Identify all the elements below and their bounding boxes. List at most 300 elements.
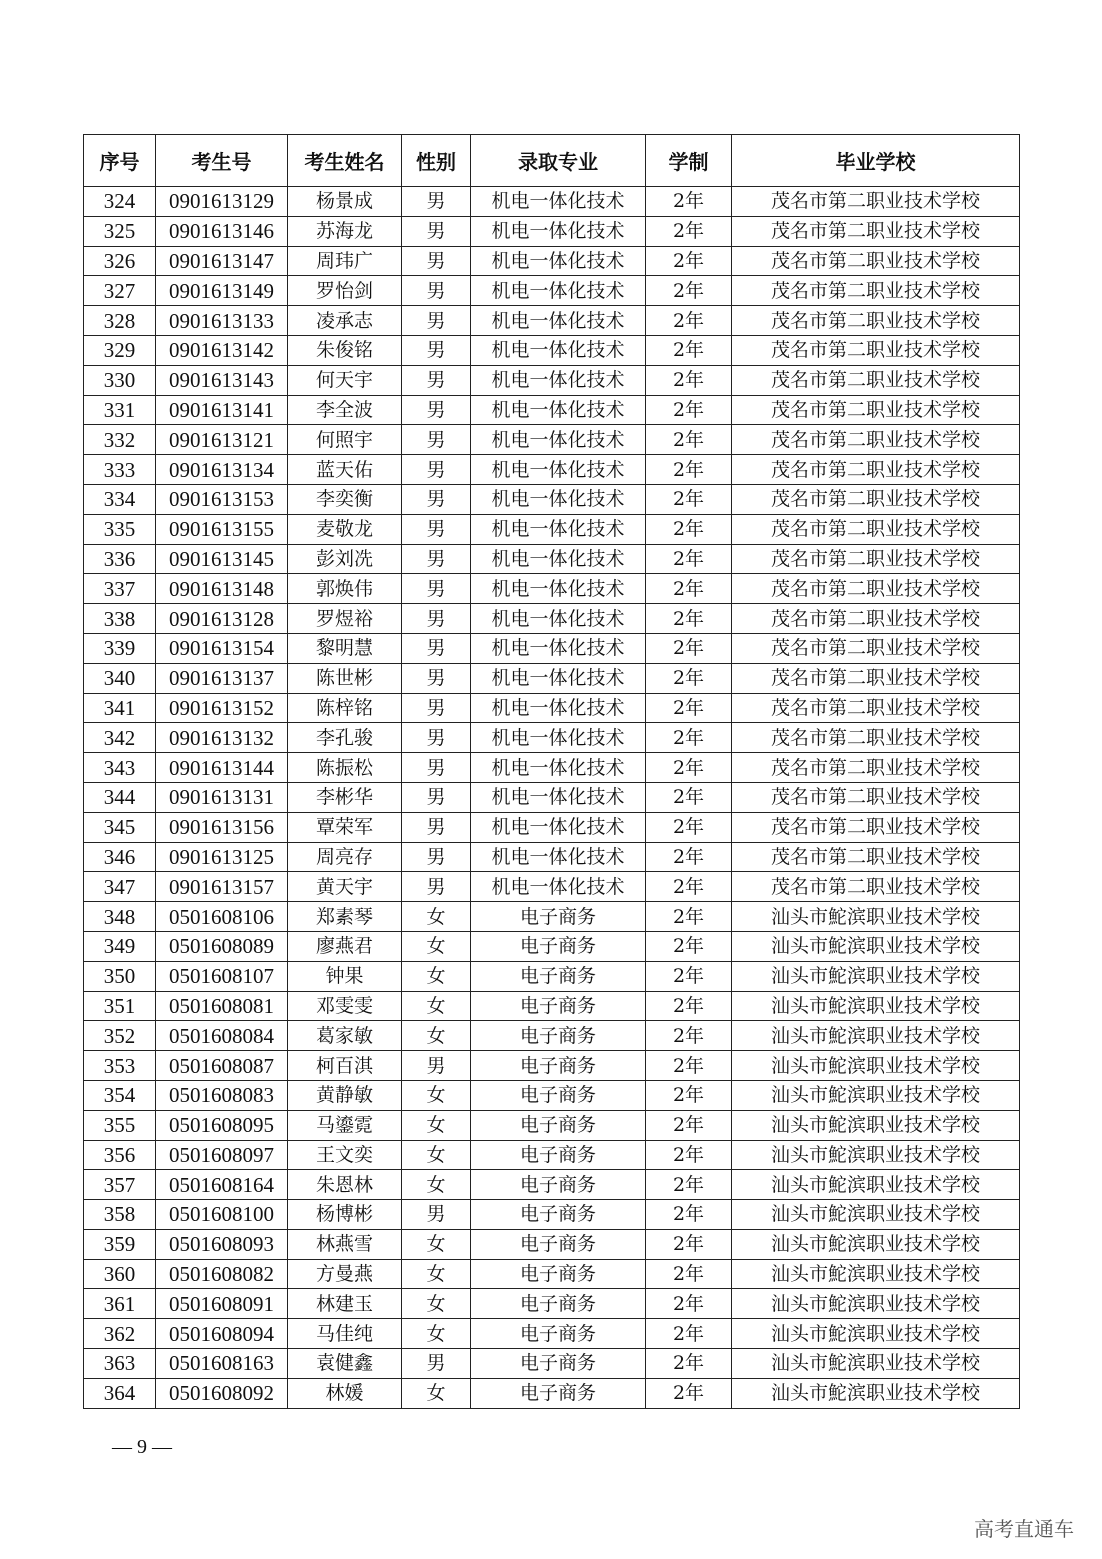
cell-exam-id: 0501608083 xyxy=(156,1080,288,1110)
cell-name: 覃荣军 xyxy=(288,812,402,842)
cell-gender: 男 xyxy=(402,872,471,902)
cell-school: 汕头市鮀滨职业技术学校 xyxy=(732,1319,1020,1349)
cell-name: 袁健鑫 xyxy=(288,1349,402,1379)
cell-name: 马鎏霓 xyxy=(288,1110,402,1140)
cell-seq: 328 xyxy=(84,306,156,336)
cell-seq: 346 xyxy=(84,842,156,872)
table-row xyxy=(84,1289,1020,1319)
cell-school: 茂名市第二职业技术学校 xyxy=(732,812,1020,842)
table-row xyxy=(84,931,1020,961)
table-row xyxy=(84,693,1020,723)
cell-major: 电子商务 xyxy=(471,1021,646,1051)
cell-exam-id: 0901613153 xyxy=(156,484,288,514)
cell-seq: 359 xyxy=(84,1229,156,1259)
cell-major: 机电一体化技术 xyxy=(471,216,646,246)
cell-seq: 325 xyxy=(84,216,156,246)
table-row xyxy=(84,812,1020,842)
cell-duration: 2年 xyxy=(646,753,732,783)
cell-duration: 2年 xyxy=(646,782,732,812)
cell-seq: 348 xyxy=(84,902,156,932)
cell-duration: 2年 xyxy=(646,1319,732,1349)
cell-seq: 331 xyxy=(84,395,156,425)
cell-exam-id: 0901613149 xyxy=(156,276,288,306)
cell-school: 茂名市第二职业技术学校 xyxy=(732,753,1020,783)
cell-name: 杨景成 xyxy=(288,187,402,217)
cell-school: 汕头市鮀滨职业技术学校 xyxy=(732,1349,1020,1379)
cell-name: 柯百淇 xyxy=(288,1051,402,1081)
table-row xyxy=(84,276,1020,306)
cell-gender: 男 xyxy=(402,812,471,842)
cell-school: 汕头市鮀滨职业技术学校 xyxy=(732,961,1020,991)
cell-school: 汕头市鮀滨职业技术学校 xyxy=(732,991,1020,1021)
cell-school: 茂名市第二职业技术学校 xyxy=(732,604,1020,634)
cell-exam-id: 0901613142 xyxy=(156,335,288,365)
cell-exam-id: 0901613143 xyxy=(156,365,288,395)
table-header-row xyxy=(84,135,1020,187)
table-row xyxy=(84,1259,1020,1289)
cell-major: 电子商务 xyxy=(471,991,646,1021)
cell-major: 机电一体化技术 xyxy=(471,246,646,276)
cell-gender: 男 xyxy=(402,1051,471,1081)
cell-seq: 343 xyxy=(84,753,156,783)
table-body xyxy=(84,187,1020,1409)
cell-gender: 男 xyxy=(402,514,471,544)
cell-gender: 男 xyxy=(402,544,471,574)
cell-gender: 男 xyxy=(402,693,471,723)
table-row xyxy=(84,216,1020,246)
cell-major: 电子商务 xyxy=(471,1170,646,1200)
cell-gender: 女 xyxy=(402,1289,471,1319)
cell-gender: 男 xyxy=(402,425,471,455)
cell-gender: 女 xyxy=(402,902,471,932)
cell-school: 茂名市第二职业技术学校 xyxy=(732,246,1020,276)
cell-seq: 338 xyxy=(84,604,156,634)
table-row xyxy=(84,872,1020,902)
cell-gender: 女 xyxy=(402,1080,471,1110)
cell-duration: 2年 xyxy=(646,1021,732,1051)
cell-name: 朱俊铭 xyxy=(288,335,402,365)
cell-exam-id: 0501608164 xyxy=(156,1170,288,1200)
cell-gender: 男 xyxy=(402,276,471,306)
table-row xyxy=(84,365,1020,395)
cell-school: 茂名市第二职业技术学校 xyxy=(732,574,1020,604)
header-gender: 性别 xyxy=(402,135,471,187)
cell-exam-id: 0501608093 xyxy=(156,1229,288,1259)
cell-duration: 2年 xyxy=(646,306,732,336)
cell-major: 机电一体化技术 xyxy=(471,633,646,663)
cell-exam-id: 0901613125 xyxy=(156,842,288,872)
cell-school: 汕头市鮀滨职业技术学校 xyxy=(732,1021,1020,1051)
cell-seq: 336 xyxy=(84,544,156,574)
table-row xyxy=(84,1080,1020,1110)
cell-exam-id: 0501608092 xyxy=(156,1378,288,1408)
cell-duration: 2年 xyxy=(646,991,732,1021)
table-row xyxy=(84,1200,1020,1230)
cell-major: 机电一体化技术 xyxy=(471,812,646,842)
cell-seq: 327 xyxy=(84,276,156,306)
cell-seq: 333 xyxy=(84,455,156,485)
cell-duration: 2年 xyxy=(646,246,732,276)
cell-major: 机电一体化技术 xyxy=(471,693,646,723)
cell-school: 茂名市第二职业技术学校 xyxy=(732,306,1020,336)
cell-duration: 2年 xyxy=(646,1289,732,1319)
cell-name: 李奕衡 xyxy=(288,484,402,514)
header-school: 毕业学校 xyxy=(732,135,1020,187)
cell-school: 茂名市第二职业技术学校 xyxy=(732,544,1020,574)
header-name: 考生姓名 xyxy=(288,135,402,187)
cell-name: 郑素琴 xyxy=(288,902,402,932)
cell-major: 机电一体化技术 xyxy=(471,574,646,604)
table-row xyxy=(84,961,1020,991)
cell-seq: 344 xyxy=(84,782,156,812)
cell-name: 王文奕 xyxy=(288,1140,402,1170)
cell-duration: 2年 xyxy=(646,842,732,872)
cell-gender: 男 xyxy=(402,187,471,217)
cell-exam-id: 0901613152 xyxy=(156,693,288,723)
table-row xyxy=(84,187,1020,217)
cell-school: 茂名市第二职业技术学校 xyxy=(732,365,1020,395)
cell-exam-id: 0901613157 xyxy=(156,872,288,902)
cell-name: 林建玉 xyxy=(288,1289,402,1319)
cell-name: 李全波 xyxy=(288,395,402,425)
cell-seq: 330 xyxy=(84,365,156,395)
cell-name: 方曼燕 xyxy=(288,1259,402,1289)
cell-major: 机电一体化技术 xyxy=(471,455,646,485)
cell-duration: 2年 xyxy=(646,693,732,723)
cell-duration: 2年 xyxy=(646,455,732,485)
cell-exam-id: 0901613129 xyxy=(156,187,288,217)
cell-school: 茂名市第二职业技术学校 xyxy=(732,395,1020,425)
cell-duration: 2年 xyxy=(646,902,732,932)
cell-name: 黄静敏 xyxy=(288,1080,402,1110)
table-row xyxy=(84,842,1020,872)
cell-name: 廖燕君 xyxy=(288,931,402,961)
cell-major: 电子商务 xyxy=(471,1080,646,1110)
table-row xyxy=(84,1110,1020,1140)
cell-gender: 男 xyxy=(402,604,471,634)
table-row xyxy=(84,1170,1020,1200)
cell-gender: 男 xyxy=(402,335,471,365)
cell-name: 郭焕伟 xyxy=(288,574,402,604)
cell-duration: 2年 xyxy=(646,931,732,961)
cell-name: 凌承志 xyxy=(288,306,402,336)
cell-name: 邓雯雯 xyxy=(288,991,402,1021)
table-row xyxy=(84,1140,1020,1170)
cell-exam-id: 0901613141 xyxy=(156,395,288,425)
cell-seq: 362 xyxy=(84,1319,156,1349)
table-row xyxy=(84,574,1020,604)
cell-seq: 334 xyxy=(84,484,156,514)
cell-major: 电子商务 xyxy=(471,1349,646,1379)
cell-duration: 2年 xyxy=(646,1051,732,1081)
cell-school: 茂名市第二职业技术学校 xyxy=(732,693,1020,723)
cell-exam-id: 0501608087 xyxy=(156,1051,288,1081)
cell-gender: 女 xyxy=(402,1378,471,1408)
cell-gender: 男 xyxy=(402,1200,471,1230)
cell-school: 茂名市第二职业技术学校 xyxy=(732,425,1020,455)
cell-major: 机电一体化技术 xyxy=(471,604,646,634)
cell-exam-id: 0501608084 xyxy=(156,1021,288,1051)
cell-duration: 2年 xyxy=(646,604,732,634)
table-row xyxy=(84,514,1020,544)
cell-exam-id: 0501608091 xyxy=(156,1289,288,1319)
cell-name: 何照宇 xyxy=(288,425,402,455)
cell-exam-id: 0501608097 xyxy=(156,1140,288,1170)
cell-gender: 女 xyxy=(402,1259,471,1289)
cell-major: 机电一体化技术 xyxy=(471,663,646,693)
cell-gender: 男 xyxy=(402,395,471,425)
cell-name: 陈世彬 xyxy=(288,663,402,693)
cell-exam-id: 0501608095 xyxy=(156,1110,288,1140)
cell-duration: 2年 xyxy=(646,425,732,455)
cell-major: 机电一体化技术 xyxy=(471,425,646,455)
cell-name: 黎明慧 xyxy=(288,633,402,663)
cell-seq: 342 xyxy=(84,723,156,753)
cell-school: 汕头市鮀滨职业技术学校 xyxy=(732,1289,1020,1319)
cell-major: 电子商务 xyxy=(471,902,646,932)
cell-duration: 2年 xyxy=(646,812,732,842)
cell-gender: 男 xyxy=(402,663,471,693)
cell-exam-id: 0901613133 xyxy=(156,306,288,336)
cell-name: 黄天宇 xyxy=(288,872,402,902)
cell-gender: 男 xyxy=(402,723,471,753)
header-seq: 序号 xyxy=(84,135,156,187)
cell-seq: 337 xyxy=(84,574,156,604)
cell-name: 罗煜裕 xyxy=(288,604,402,634)
cell-school: 汕头市鮀滨职业技术学校 xyxy=(732,1140,1020,1170)
cell-name: 钟果 xyxy=(288,961,402,991)
cell-gender: 女 xyxy=(402,1021,471,1051)
cell-name: 蓝天佑 xyxy=(288,455,402,485)
cell-gender: 女 xyxy=(402,1140,471,1170)
cell-seq: 363 xyxy=(84,1349,156,1379)
cell-exam-id: 0901613144 xyxy=(156,753,288,783)
cell-seq: 353 xyxy=(84,1051,156,1081)
cell-name: 马佳纯 xyxy=(288,1319,402,1349)
cell-exam-id: 0501608106 xyxy=(156,902,288,932)
cell-seq: 358 xyxy=(84,1200,156,1230)
cell-exam-id: 0901613156 xyxy=(156,812,288,842)
cell-major: 机电一体化技术 xyxy=(471,395,646,425)
cell-major: 电子商务 xyxy=(471,1289,646,1319)
cell-school: 茂名市第二职业技术学校 xyxy=(732,842,1020,872)
header-duration: 学制 xyxy=(646,135,732,187)
cell-major: 电子商务 xyxy=(471,1200,646,1230)
table-row xyxy=(84,246,1020,276)
cell-gender: 男 xyxy=(402,782,471,812)
cell-school: 汕头市鮀滨职业技术学校 xyxy=(732,1110,1020,1140)
table-row xyxy=(84,1051,1020,1081)
cell-duration: 2年 xyxy=(646,216,732,246)
page-number: — 9 — xyxy=(112,1436,172,1458)
admission-table xyxy=(83,134,1020,1409)
table-row xyxy=(84,902,1020,932)
cell-exam-id: 0901613147 xyxy=(156,246,288,276)
cell-gender: 女 xyxy=(402,1170,471,1200)
cell-seq: 352 xyxy=(84,1021,156,1051)
cell-exam-id: 0501608094 xyxy=(156,1319,288,1349)
cell-school: 汕头市鮀滨职业技术学校 xyxy=(732,1229,1020,1259)
cell-major: 机电一体化技术 xyxy=(471,335,646,365)
cell-major: 机电一体化技术 xyxy=(471,782,646,812)
cell-major: 电子商务 xyxy=(471,931,646,961)
cell-major: 机电一体化技术 xyxy=(471,365,646,395)
cell-major: 机电一体化技术 xyxy=(471,753,646,783)
cell-school: 茂名市第二职业技术学校 xyxy=(732,335,1020,365)
cell-gender: 男 xyxy=(402,842,471,872)
table-row xyxy=(84,395,1020,425)
cell-school: 汕头市鮀滨职业技术学校 xyxy=(732,1080,1020,1110)
cell-seq: 335 xyxy=(84,514,156,544)
cell-name: 何天宇 xyxy=(288,365,402,395)
cell-school: 茂名市第二职业技术学校 xyxy=(732,187,1020,217)
cell-name: 陈振松 xyxy=(288,753,402,783)
cell-school: 汕头市鮀滨职业技术学校 xyxy=(732,1170,1020,1200)
cell-gender: 女 xyxy=(402,931,471,961)
cell-seq: 350 xyxy=(84,961,156,991)
cell-gender: 女 xyxy=(402,991,471,1021)
cell-seq: 329 xyxy=(84,335,156,365)
header-exam-id: 考生号 xyxy=(156,135,288,187)
cell-name: 苏海龙 xyxy=(288,216,402,246)
cell-duration: 2年 xyxy=(646,872,732,902)
cell-duration: 2年 xyxy=(646,1110,732,1140)
cell-duration: 2年 xyxy=(646,961,732,991)
table-row xyxy=(84,1229,1020,1259)
cell-seq: 324 xyxy=(84,187,156,217)
cell-name: 李孔骏 xyxy=(288,723,402,753)
cell-exam-id: 0901613148 xyxy=(156,574,288,604)
cell-exam-id: 0901613134 xyxy=(156,455,288,485)
cell-duration: 2年 xyxy=(646,1140,732,1170)
cell-gender: 男 xyxy=(402,246,471,276)
cell-school: 茂名市第二职业技术学校 xyxy=(732,663,1020,693)
cell-duration: 2年 xyxy=(646,633,732,663)
cell-gender: 男 xyxy=(402,306,471,336)
cell-seq: 361 xyxy=(84,1289,156,1319)
cell-duration: 2年 xyxy=(646,1378,732,1408)
cell-seq: 340 xyxy=(84,663,156,693)
cell-gender: 男 xyxy=(402,1349,471,1379)
cell-major: 机电一体化技术 xyxy=(471,842,646,872)
cell-duration: 2年 xyxy=(646,335,732,365)
cell-major: 机电一体化技术 xyxy=(471,514,646,544)
cell-duration: 2年 xyxy=(646,484,732,514)
cell-seq: 345 xyxy=(84,812,156,842)
cell-seq: 357 xyxy=(84,1170,156,1200)
cell-major: 电子商务 xyxy=(471,1229,646,1259)
cell-major: 电子商务 xyxy=(471,961,646,991)
cell-seq: 326 xyxy=(84,246,156,276)
table-row xyxy=(84,425,1020,455)
table-row xyxy=(84,991,1020,1021)
cell-duration: 2年 xyxy=(646,276,732,306)
cell-seq: 339 xyxy=(84,633,156,663)
cell-major: 机电一体化技术 xyxy=(471,872,646,902)
cell-duration: 2年 xyxy=(646,1170,732,1200)
cell-school: 茂名市第二职业技术学校 xyxy=(732,455,1020,485)
table-row xyxy=(84,1319,1020,1349)
cell-name: 周亮存 xyxy=(288,842,402,872)
cell-exam-id: 0901613137 xyxy=(156,663,288,693)
table-row xyxy=(84,604,1020,634)
cell-school: 茂名市第二职业技术学校 xyxy=(732,216,1020,246)
table-row xyxy=(84,1021,1020,1051)
table-row xyxy=(84,544,1020,574)
cell-major: 电子商务 xyxy=(471,1110,646,1140)
table-row xyxy=(84,782,1020,812)
cell-seq: 332 xyxy=(84,425,156,455)
cell-school: 汕头市鮀滨职业技术学校 xyxy=(732,1051,1020,1081)
watermark: 高考直通车 xyxy=(974,1517,1074,1541)
cell-duration: 2年 xyxy=(646,1349,732,1379)
cell-seq: 349 xyxy=(84,931,156,961)
cell-gender: 男 xyxy=(402,574,471,604)
cell-gender: 男 xyxy=(402,216,471,246)
cell-name: 葛家敏 xyxy=(288,1021,402,1051)
table-row xyxy=(84,633,1020,663)
cell-school: 汕头市鮀滨职业技术学校 xyxy=(732,1200,1020,1230)
cell-name: 彭刘冼 xyxy=(288,544,402,574)
cell-duration: 2年 xyxy=(646,1229,732,1259)
cell-name: 杨博彬 xyxy=(288,1200,402,1230)
cell-major: 电子商务 xyxy=(471,1319,646,1349)
cell-gender: 女 xyxy=(402,1229,471,1259)
cell-major: 电子商务 xyxy=(471,1140,646,1170)
table-row xyxy=(84,306,1020,336)
cell-duration: 2年 xyxy=(646,365,732,395)
cell-exam-id: 0901613131 xyxy=(156,782,288,812)
cell-gender: 男 xyxy=(402,753,471,783)
table-row xyxy=(84,1349,1020,1379)
cell-major: 电子商务 xyxy=(471,1051,646,1081)
cell-school: 茂名市第二职业技术学校 xyxy=(732,782,1020,812)
cell-major: 机电一体化技术 xyxy=(471,276,646,306)
table-row xyxy=(84,455,1020,485)
cell-duration: 2年 xyxy=(646,395,732,425)
cell-gender: 男 xyxy=(402,484,471,514)
cell-exam-id: 0901613132 xyxy=(156,723,288,753)
cell-major: 机电一体化技术 xyxy=(471,723,646,753)
cell-duration: 2年 xyxy=(646,663,732,693)
cell-seq: 341 xyxy=(84,693,156,723)
cell-duration: 2年 xyxy=(646,574,732,604)
header-major: 录取专业 xyxy=(471,135,646,187)
cell-school: 茂名市第二职业技术学校 xyxy=(732,633,1020,663)
cell-duration: 2年 xyxy=(646,1259,732,1289)
cell-school: 茂名市第二职业技术学校 xyxy=(732,276,1020,306)
cell-duration: 2年 xyxy=(646,1200,732,1230)
cell-exam-id: 0501608107 xyxy=(156,961,288,991)
cell-name: 朱恩林 xyxy=(288,1170,402,1200)
cell-name: 林媛 xyxy=(288,1378,402,1408)
cell-seq: 364 xyxy=(84,1378,156,1408)
cell-seq: 360 xyxy=(84,1259,156,1289)
cell-exam-id: 0501608082 xyxy=(156,1259,288,1289)
cell-seq: 354 xyxy=(84,1080,156,1110)
cell-gender: 男 xyxy=(402,633,471,663)
table-row xyxy=(84,723,1020,753)
cell-major: 机电一体化技术 xyxy=(471,187,646,217)
cell-duration: 2年 xyxy=(646,723,732,753)
cell-school: 茂名市第二职业技术学校 xyxy=(732,723,1020,753)
table-row xyxy=(84,1378,1020,1408)
cell-major: 机电一体化技术 xyxy=(471,544,646,574)
cell-seq: 351 xyxy=(84,991,156,1021)
cell-name: 李彬华 xyxy=(288,782,402,812)
cell-gender: 女 xyxy=(402,1319,471,1349)
cell-exam-id: 0901613154 xyxy=(156,633,288,663)
